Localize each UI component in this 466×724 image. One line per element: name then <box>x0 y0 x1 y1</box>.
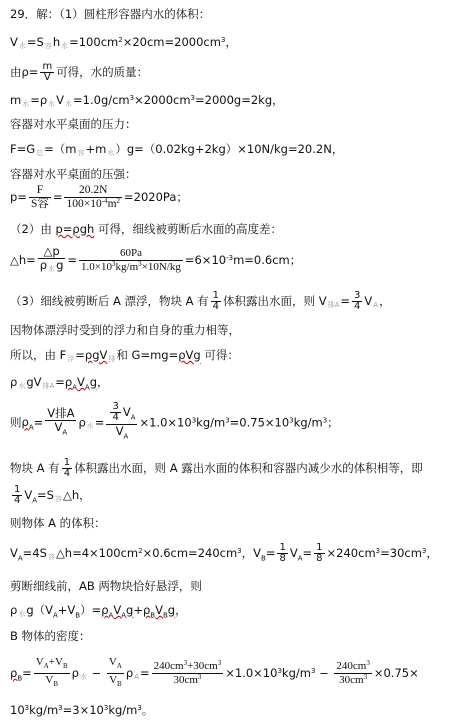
fraction: $\frac{3}{4}$ $V_A$ $V_A$ <box>106 402 137 444</box>
line-18: 则物体 A 的体积： <box>10 516 106 530</box>
fraction: $\frac{1}{8}$ <box>279 542 286 564</box>
fraction: $\frac{1}{4}$ <box>14 484 21 506</box>
line-12: 因物体漂浮时受到的浮力和自身的重力相等， <box>10 323 240 337</box>
fraction: $\frac{\triangle p}{\rho_水g}$ <box>39 244 64 273</box>
line-text: 29．解：（1）圆柱形容器内水的体积： <box>10 7 211 21</box>
line-10: △h= $\frac{\triangle p}{\rho_水g}$ = $\frac{60Pa}{1.0\times 10^3kg/m^3\times 10N/kg}$ $=6\times 10^{-3}m=0.6cm$； <box>10 245 301 276</box>
fraction: $\frac{20.2N}{100\times 10^{-4}m^2}$ <box>66 184 121 210</box>
line-14: $\rho_水gV_{排A}=\rho_AV_Ag$， <box>10 375 109 392</box>
line-03: 由ρ= $\frac{m}{V}$ 可得，水的质量： <box>10 61 149 83</box>
line-01 <box>10 6 210 22</box>
line-08: p= $\frac{F}{\text{S容}}$ = $\frac{20.2N}{100\times 10^{-4}m^2}$ =2020Pa； <box>10 184 188 210</box>
line-06: $F=G_总=(m_容+m_水)g=(0.02kg+2kg)\times 10N/kg=20.2N$， <box>10 142 344 157</box>
line-17: $\frac{1}{4}$ $V_A=S_容\triangle h$， <box>14 484 91 506</box>
fraction: $\frac{\text{V排A}}{V_A}$ <box>47 405 75 436</box>
line-22: B 物体的密度： <box>10 629 91 643</box>
line-04: $m_水=\rho_水V_水=1.0g/cm^3\times 2000cm^3=2000g=2kg$， <box>10 93 284 108</box>
fraction: $\frac{240cm^3}{30cm^3}$ <box>336 659 370 687</box>
fraction: $\frac{240cm^3+30cm^3}{30cm^3}$ <box>153 659 222 687</box>
fraction: $\frac{1}{4}$ <box>212 290 220 312</box>
fraction: $\frac{m}{V}$ <box>42 61 53 83</box>
line-11: （3）细线被剪断后 A 漂浮，物块 A 有 $\frac{1}{4}$ 体积露出水面，则 $V_{排A}=$ $\frac{3}{4}$ $V_A$， <box>10 290 391 312</box>
fraction: $\frac{60Pa}{1.0\times 10^3kg/m^3\times 10N/kg}$ <box>81 247 181 273</box>
line-24: $10^3kg/m^3=3\times 10^3kg/m^3$。 <box>10 703 154 717</box>
fraction: $\frac{1}{8}$ <box>316 542 323 564</box>
fraction: $\frac{V_A}{V_B}$ <box>108 656 122 689</box>
line-02: $V_水=S_容h_水=100cm^2\times 20cm=2000cm^3$， <box>10 35 237 50</box>
line-07: 容器对水平桌面的压强： <box>10 167 137 181</box>
line-19: $V_A=4S_容\triangle h=4\times 100cm^2\times 0.6cm=240cm^3$，$V_B=$ $\frac{1}{8}$ $V_A=$ $\frac{1}{8}$ $\times 240cm^3=30cm^3$， <box>10 542 438 564</box>
line-16: 物块 A 有 $\frac{1}{4}$ 体积露出水面，则 A 露出水面的体积和容器内减少水的体积相等，即 <box>10 457 423 479</box>
line-20: 剪断细线前，AB 两物块恰好悬浮，则 <box>10 579 202 593</box>
line-05: 容器对水平桌面的压力： <box>10 117 137 131</box>
line-23: $\rho_B=$ $\frac{V_A+V_B}{V_B}$ $\rho_水$ − $\frac{V_A}{V_B}$ $\rho_A=$ $\frac{240cm^3+30cm^3}{30cm^3}$ $\times 1.0\times 10^3kg/m^3$ − $\frac{240cm^3}{30cm^3}$ ×0.75× <box>10 656 419 691</box>
fraction: $\frac{1}{4}$ <box>63 457 71 479</box>
fraction: $\frac{3}{4}$ <box>354 290 361 312</box>
line-15: 则$\rho_A=$ $\frac{\text{V排A}}{V_A}$ $\rho_水=$ $\frac{3}{4}$ $V_A$ $V_A$ $\times 1.0\times 10^3kg/m^3=0.75\times 10^3kg/m^3$； <box>10 402 339 444</box>
line-21: $\rho_水g(V_A+V_B)=\rho_AV_Ag+\rho_BV_Bg$， <box>10 603 187 620</box>
line-13: 所以，由 $F_浮=\rho gV_排$和 G=mg=ρVg 可得： <box>10 348 239 363</box>
fraction: $\frac{F}{\text{S容}}$ <box>30 184 49 210</box>
line-09: （2）由 p=ρgh 可得，细线被剪断后水面的高度差： <box>10 222 282 236</box>
fraction: $\frac{V_A+V_B}{V_B}$ <box>35 656 68 689</box>
